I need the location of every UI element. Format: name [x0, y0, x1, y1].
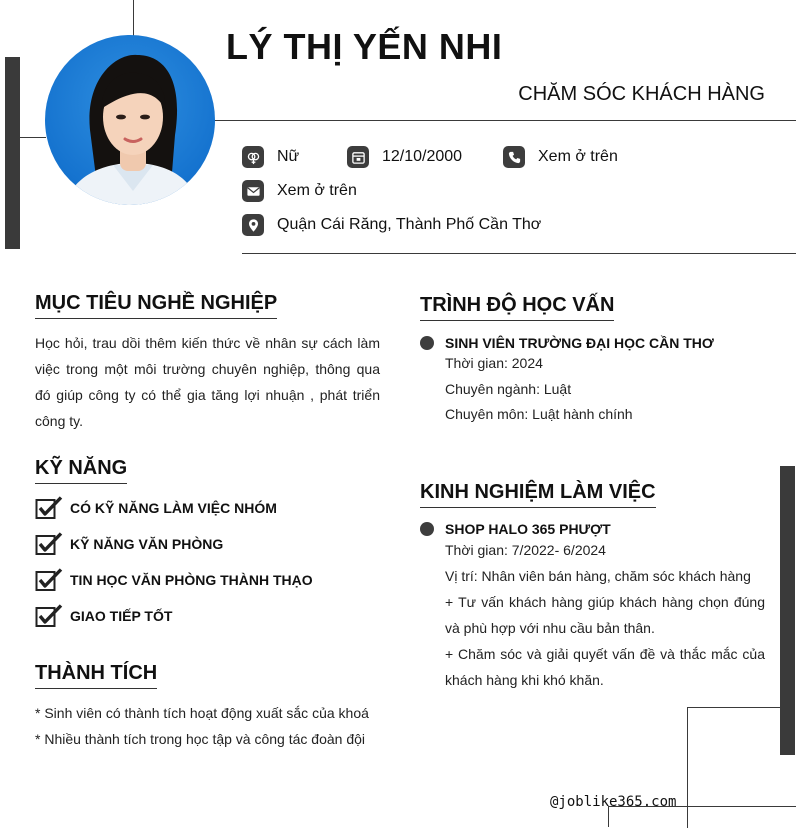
- decor-line-top: [133, 0, 134, 38]
- achievement-item: * Sinh viên có thành tích hoạt động xuất sắc của khoá: [35, 705, 369, 721]
- contact-address: [242, 214, 541, 236]
- location-icon: [242, 214, 264, 236]
- phone-value: Xem ở trên: [538, 148, 618, 165]
- calendar-icon: [347, 146, 369, 168]
- contact-email: [242, 180, 357, 202]
- experience-line: Vị trí: Nhân viên bán hàng, chăm sóc khách hàng: [445, 568, 751, 584]
- experience-company: SHOP HALO 365 PHƯỢT: [445, 521, 611, 537]
- experience-details: [445, 537, 765, 693]
- bullet-dot: [420, 522, 434, 536]
- birthday-value: 12/10/2000: [382, 148, 463, 165]
- address-value: Quận Cái Răng, Thành Phố Cần Thơ: [277, 216, 542, 233]
- skill-item: [35, 568, 313, 592]
- checkbox-checked-icon: [35, 604, 63, 628]
- watermark: @joblike365.com: [550, 794, 677, 810]
- skills-title: KỸ NĂNG: [35, 457, 127, 484]
- bullet-dot: [420, 336, 434, 350]
- header-divider: [214, 120, 796, 121]
- checkbox-checked-icon: [35, 532, 63, 556]
- decor-line-left: [20, 137, 46, 138]
- gender-value: Nữ: [277, 148, 300, 165]
- contact-divider: [242, 253, 796, 254]
- checkbox-checked-icon: [35, 568, 63, 592]
- skill-label: KỸ NĂNG VĂN PHÒNG: [70, 536, 224, 552]
- contact-phone: [503, 146, 618, 168]
- phone-icon: [503, 146, 525, 168]
- objective-text: [35, 330, 380, 434]
- contact-gender: [242, 146, 299, 168]
- contact-birthday: [347, 146, 462, 168]
- skill-label: TIN HỌC VĂN PHÒNG THÀNH THẠO: [70, 572, 313, 588]
- skill-item: [35, 532, 223, 556]
- checkbox-checked-icon: [35, 496, 63, 520]
- skill-label: GIAO TIẾP TỐT: [70, 608, 173, 624]
- objective-paragraph: Học hỏi, trau dồi thêm kiến thức về nhân sự cách làm việc trong một môi trường chuyên nghiệp, thông qua đó giúp công ty có thể gia tăng lợi nhuận , phát triển công ty.: [35, 335, 380, 429]
- education-line: Thời gian: 2024: [445, 355, 543, 371]
- education-title: TRÌNH ĐỘ HỌC VẤN: [420, 294, 614, 321]
- job-title: CHĂM SÓC KHÁCH HÀNG: [518, 83, 765, 105]
- mail-icon: [242, 180, 264, 202]
- gender-icon: [242, 146, 264, 168]
- experience-line: + Tư vấn khách hàng giúp khách hàng chọn đúng và phù hợp với nhu cầu bản thân.: [445, 594, 765, 636]
- education-line: Chuyên môn: Luật hành chính: [445, 406, 633, 422]
- achievements-title: THÀNH TÍCH: [35, 662, 157, 689]
- experience-line: Thời gian: 7/2022- 6/2024: [445, 542, 606, 558]
- education-school: SINH VIÊN TRƯỜNG ĐẠI HỌC CẦN THƠ: [445, 335, 714, 351]
- skill-item: [35, 604, 172, 628]
- skill-label: CÓ KỸ NĂNG LÀM VIỆC NHÓM: [70, 500, 277, 516]
- decor-bar-left: [5, 57, 20, 249]
- portrait-photo: [45, 35, 215, 205]
- objective-title: MỤC TIÊU NGHỀ NGHIỆP: [35, 292, 277, 319]
- achievements-list: [35, 700, 395, 752]
- experience-title: KINH NGHIỆM LÀM VIỆC: [420, 481, 656, 508]
- decor-bar-right: [780, 466, 795, 755]
- experience-line: + Chăm sóc và giải quyết vấn đề và thắc mắc của khách hàng khi khó khăn.: [445, 646, 765, 688]
- education-line: Chuyên ngành: Luật: [445, 380, 572, 397]
- email-value: Xem ở trên: [277, 182, 357, 199]
- achievement-item: * Nhiều thành tích trong học tập và công tác đoàn đội: [35, 731, 366, 747]
- education-details: [445, 351, 765, 428]
- avatar: [45, 35, 215, 205]
- skill-item: [35, 496, 277, 520]
- candidate-name: LÝ THỊ YẾN NHI: [226, 26, 503, 67]
